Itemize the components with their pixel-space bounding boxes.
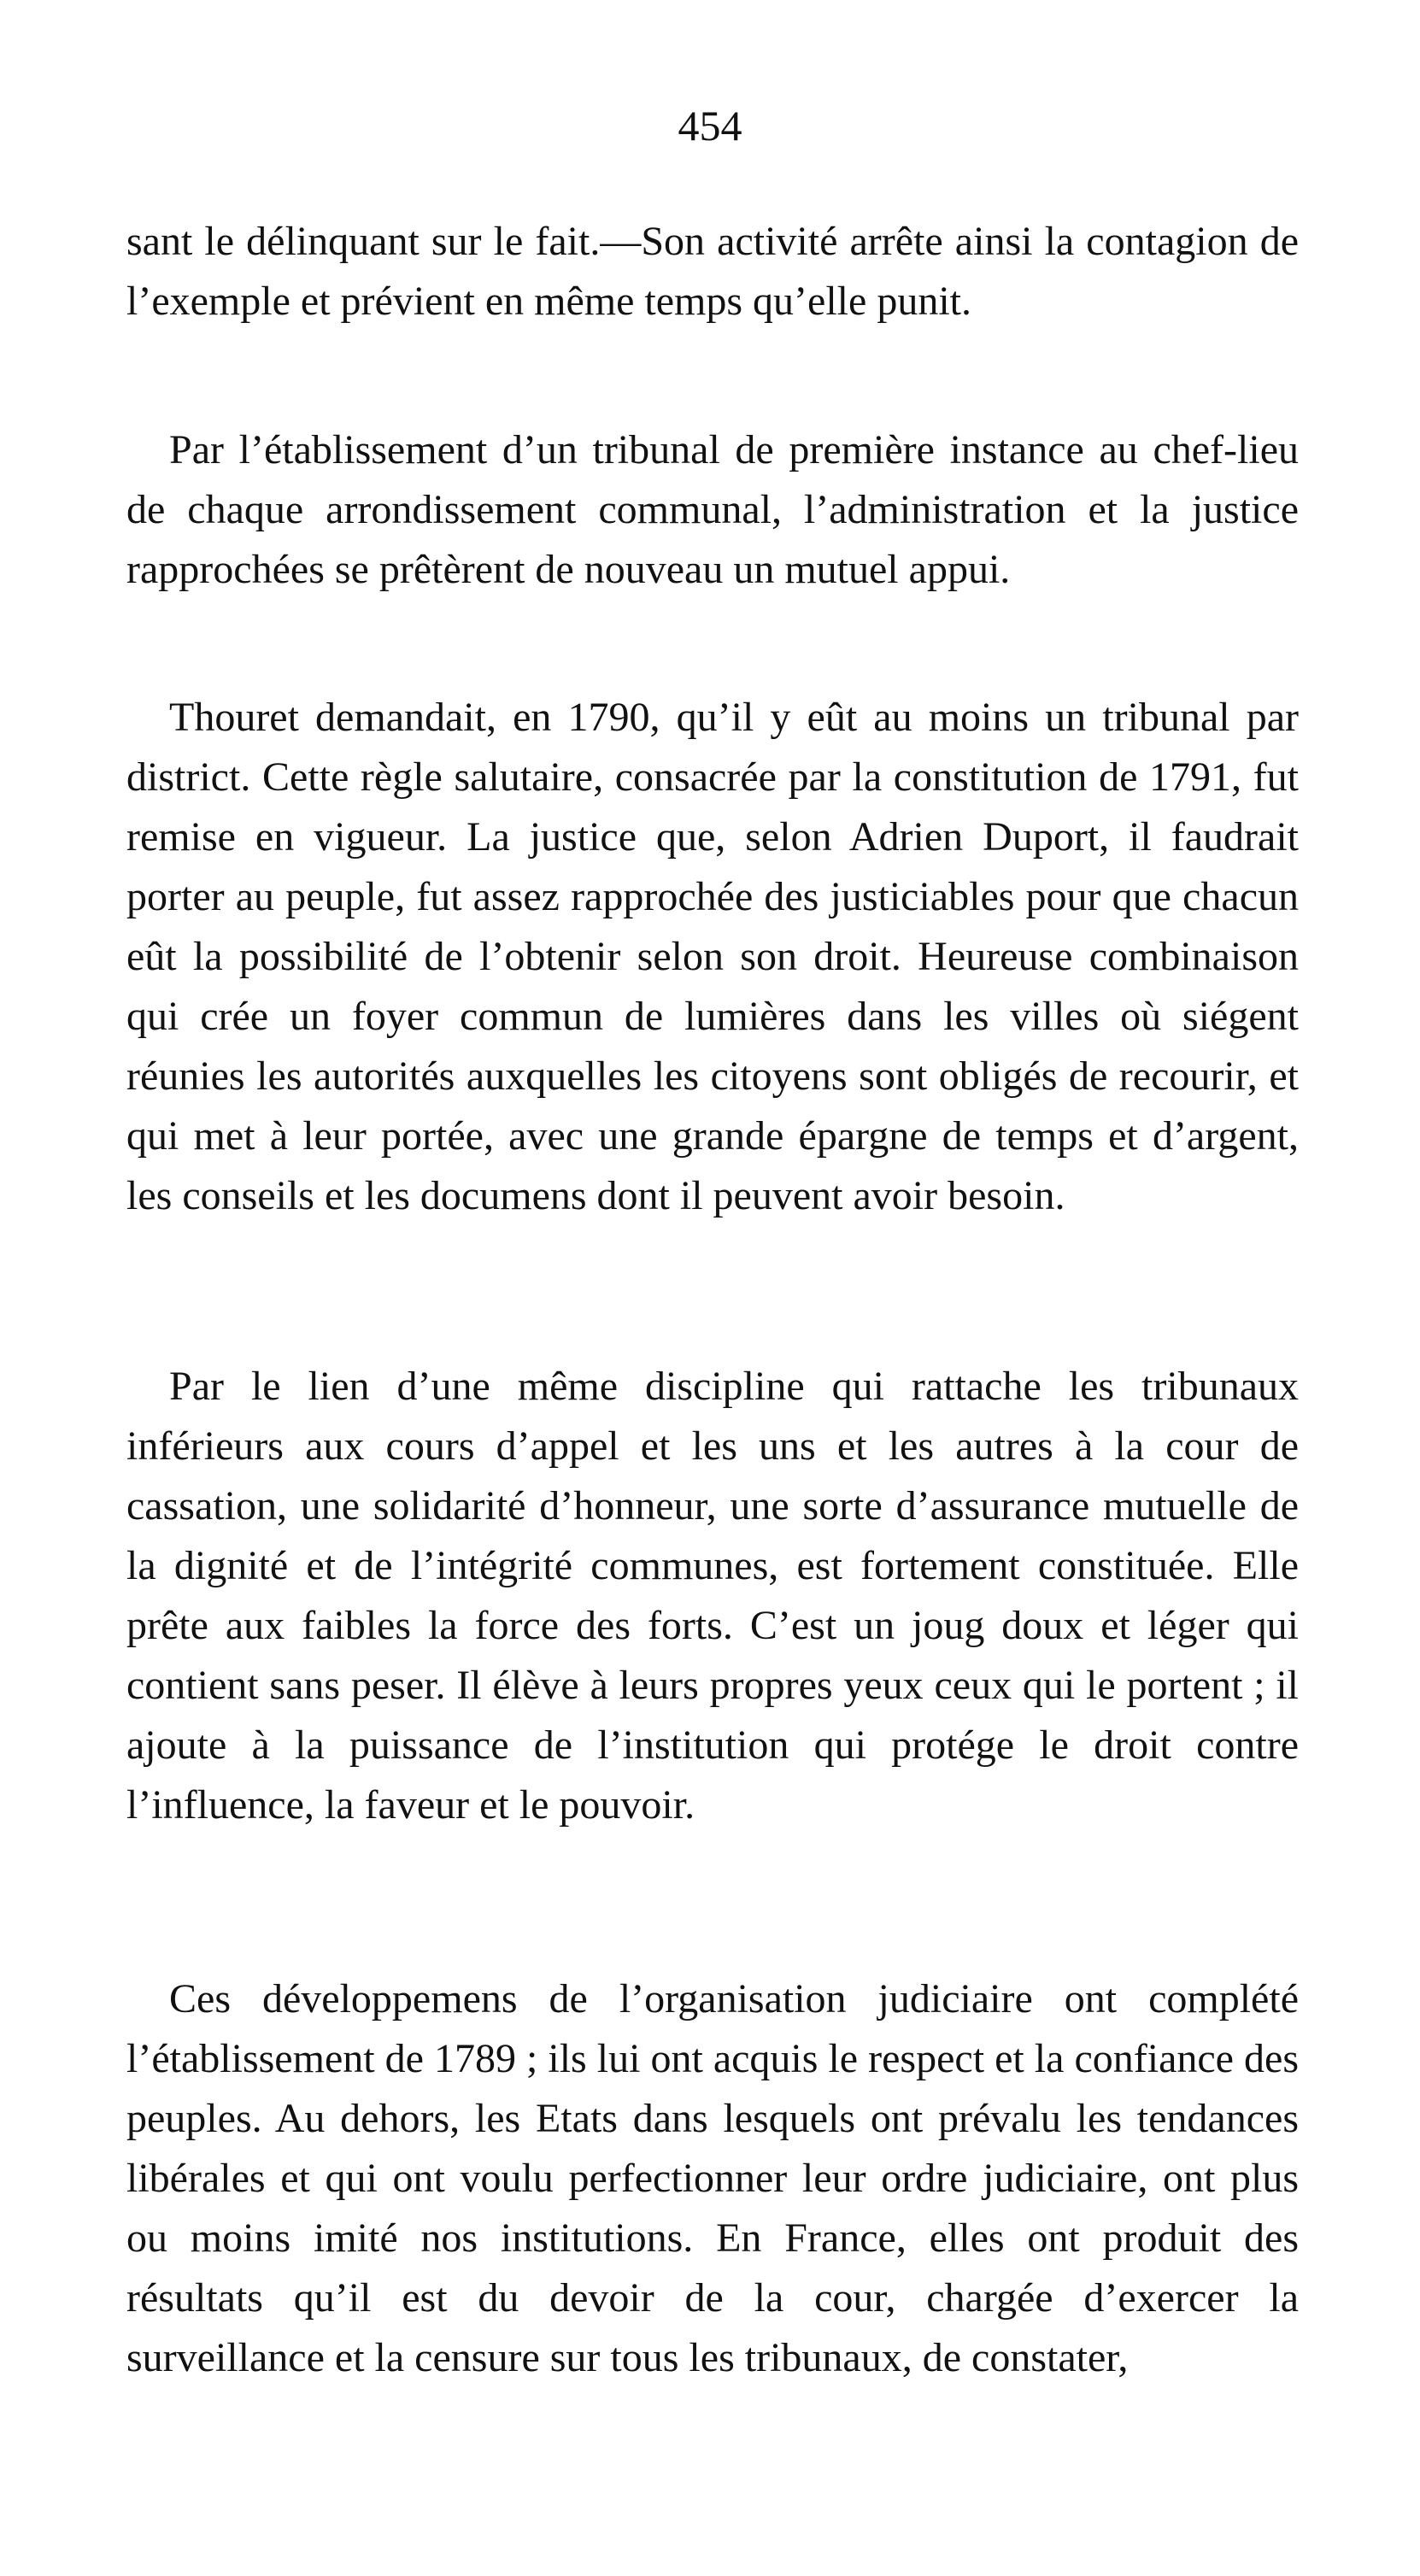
paragraph-thouret: Thouret demandait, en 1790, qu’il y eût au moins un tribunal par district. Cette règle salutaire, consacrée par la constitution de 1791, fut remise en vigueur. La justice que, selon Adrien Duport, il faudrait porter au peuple, fut assez rapprochée des justiciables pour que chacun eût la possibilité de l’obtenir selon son droit. Heureuse combinaison qui crée un foyer commun de lumières dans les villes où siégent réunies les autorités auxquelles les citoyens sont obligés de recourir, et qui met à leur portée, avec une grande épargne de temps et d’argent, les conseils et les documens dont il peuvent avoir besoin. (126, 695, 1299, 1218)
page-number: 454 (678, 102, 742, 150)
paragraph-discipline: Par le lien d’une même discipline qui rattache les tribunaux inférieurs aux cours d’appel et les uns et les autres à la cour de cassation, une solidarité d’honneur, une sorte d’assurance mutuelle de la dignité et de l’intégrité communes, est fortement constituée. Elle prête aux faibles la force des forts. C’est un joug doux et léger qui contient sans peser. Il élève à leurs propres yeux ceux qui le portent ; il ajoute à la puissance de l’institution qui protége le droit contre l’influence, la faveur et le pouvoir. (126, 1364, 1299, 1828)
paragraph-continuation: sant le délinquant sur le fait.—Son activité arrête ainsi la contagion de l’exemple et prévient en même temps qu’elle punit. (126, 219, 1299, 324)
paragraph-developpemens: Ces développemens de l’organisation judiciaire ont complété l’établissement de 1789 ; ils lui ont acquis le respect et la confiance des peuples. Au dehors, les Etats dans lesquels ont prévalu les tendances libérales et qui ont voulu perfectionner leur ordre judiciaire, ont plus ou moins imité nos institutions. En France, elles ont produit des résultats qu’il est du devoir de la cour, chargée d’exercer la surveillance et la censure sur tous les tribunaux, de constater, (126, 1976, 1299, 2380)
paragraph-tribunal-premiere-instance: Par l’établissement d’un tribunal de première instance au chef-lieu de chaque arrondissement communal, l’administration et la justice rapprochées se prêtèrent de nouveau un mutuel appui. (126, 427, 1299, 592)
